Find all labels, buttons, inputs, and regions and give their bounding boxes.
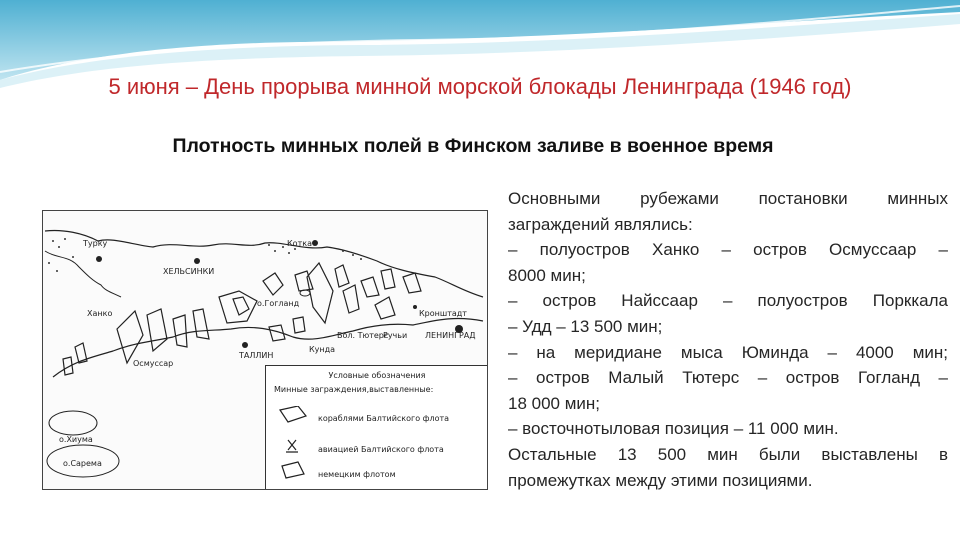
slide-subtitle: Плотность минных полей в Финском заливе в военное время: [172, 135, 774, 157]
text-line: – остров Найссаар – полуостров Порккала: [508, 291, 948, 311]
map-label-ruchyi: Ручьи: [383, 331, 408, 340]
text-line: 18 000 мин;: [508, 393, 601, 413]
text-line: 8000 мин;: [508, 265, 586, 285]
map-label-khanko: Ханко: [87, 309, 113, 318]
legend-item-german-fleet: немецким флотом: [318, 470, 396, 479]
text-line: промежутках между этими позициями.: [508, 470, 813, 490]
map-label-saremaa: о.Сарема: [63, 459, 102, 468]
map-label-osmussaar: Осмуссар: [133, 359, 174, 368]
text-line: – восточнотыловая позиция – 11 000 мин.: [508, 419, 839, 439]
legend-symbols: [276, 406, 312, 486]
minefield-map: [42, 210, 488, 490]
map-label-tallin: ТАЛЛИН: [239, 351, 274, 360]
map-label-kronshtadt: Кронштадт: [419, 309, 467, 318]
text-line: заграждений являлись:: [508, 214, 693, 234]
legend-item-baltic-ships: кораблями Балтийского флота: [318, 414, 450, 423]
text-line: – остров Малый Тютерс – остров Гогланд –: [508, 368, 948, 388]
map-label-khiuma: о.Хиума: [59, 435, 93, 444]
map-label-bol-tyuters: Бол. Тютерс: [337, 331, 389, 340]
map-legend: [265, 365, 488, 490]
legend-title: Условные обозначения: [328, 371, 426, 380]
body-text: [508, 186, 948, 493]
map-label-leningrad: ЛЕНИНГРАД: [425, 331, 476, 340]
text-line: – Удд – 13 500 мин;: [508, 316, 663, 336]
island-khiuma: [49, 411, 97, 435]
map-label-turku: Турку: [83, 239, 108, 248]
slide-title: 5 июня – День прорыва минной морской блокады Ленинграда (1946 год): [108, 74, 852, 99]
map-label-kunda: Кунда: [309, 345, 336, 354]
map-label-helsinki: ХЕЛЬСИНКИ: [163, 267, 215, 276]
text-line: Остальные 13 500 мин были выставлены в: [508, 444, 948, 464]
legend-subtitle: Минные заграждения,выставленные:: [274, 385, 434, 394]
text-line: – полуостров Ханко – остров Осмуссаар –: [508, 240, 948, 260]
map-label-gogland: о.Гогланд: [257, 299, 300, 308]
legend-item-baltic-aviation: авиацией Балтийского флота: [318, 445, 444, 454]
text-line: – на меридиане мыса Юминда – 4000 мин;: [508, 342, 948, 362]
text-line: Основными рубежами постановки минных: [508, 189, 948, 208]
map-label-kotka: Котка: [287, 239, 312, 248]
